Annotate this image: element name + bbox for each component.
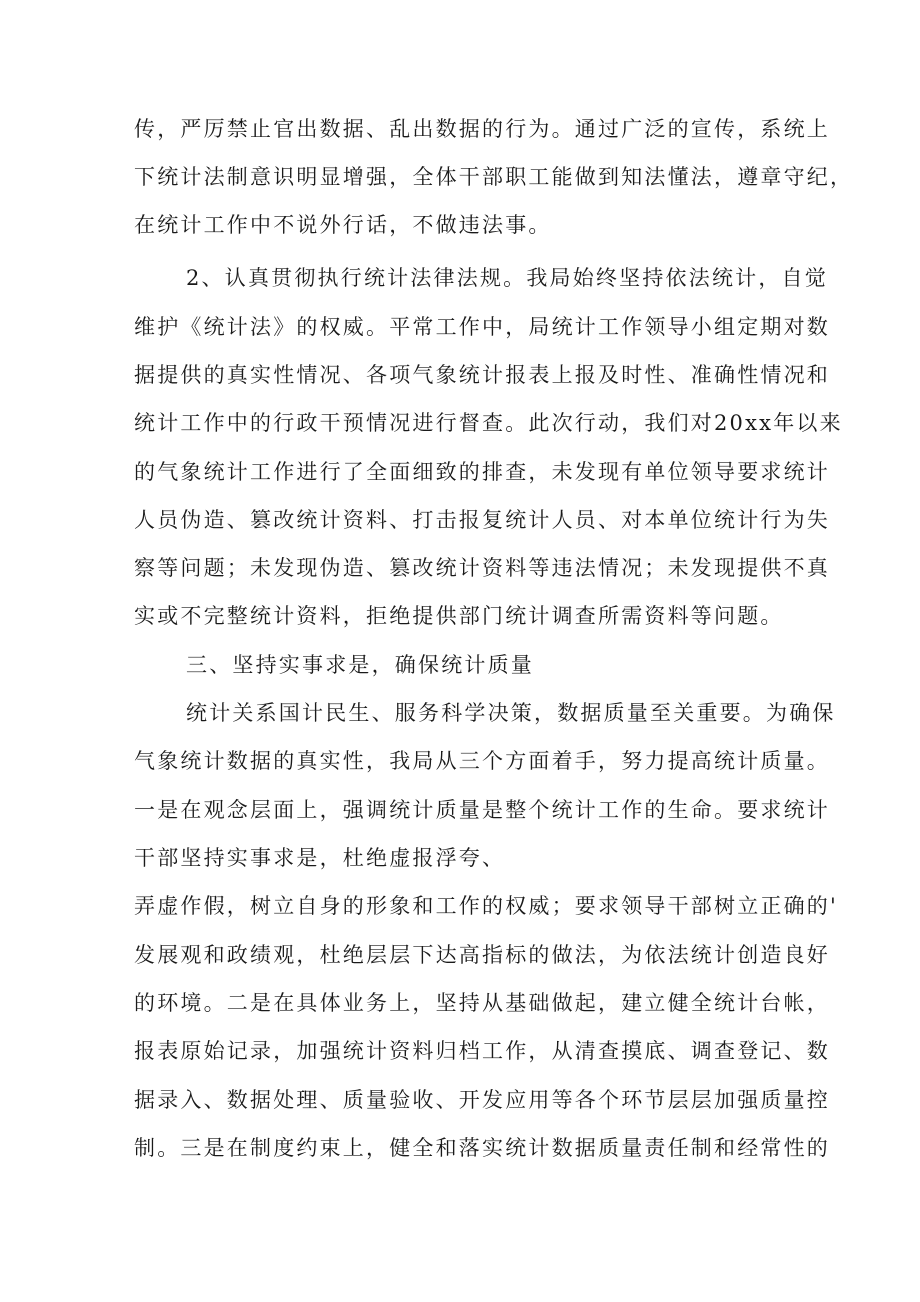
paragraph-line: 报表原始记录，加强统计资料归档工作，从清查摸底、调查登记、数 — [134, 1039, 830, 1063]
paragraph-line: 据录入、数据处理、质量验收、开发应用等各个环节层层加强质量控 — [134, 1088, 830, 1112]
paragraph-line: 气象统计数据的真实性，我局从三个方面着手，努力提高统计质量。 — [134, 749, 830, 773]
paragraph-line: 干部坚持实事求是，杜绝虚报浮夸、 — [134, 846, 506, 870]
paragraph-line: 弄虚作假，树立自身的形象和工作的权威；要求领导干部树立正确的' — [134, 894, 838, 918]
paragraph-line: 统计关系国计民生、服务科学决策，数据质量至关重要。为确保 — [186, 701, 836, 725]
paragraph-line: 的环境。二是在具体业务上，坚持从基础做起，建立健全统计台帐， — [134, 991, 830, 1015]
paragraph-line: 制。三是在制度约束上，健全和落实统计数据质量责任制和经常性的 — [134, 1136, 830, 1160]
paragraph-line: 发展观和政绩观，杜绝层层下达高指标的做法，为依法统计创造良好 — [134, 943, 830, 967]
paragraph-line: 统计工作中的行政干预情况进行督查。此次行动，我们对20xx年以来 — [134, 411, 843, 435]
section-heading: 三、坚持实事求是，确保统计质量 — [186, 653, 534, 677]
paragraph-line: 实或不完整统计资料，拒绝提供部门统计调查所需资料等问题。 — [134, 604, 784, 628]
paragraph-line: 察等问题；未发现伪造、篡改统计资料等违法情况；未发现提供不真 — [134, 556, 830, 580]
paragraph-line: 在统计工作中不说外行话，不做违法事。 — [134, 213, 552, 237]
paragraph-line: 2、认真贯彻执行统计法律法规。我局始终坚持依法统计，自觉 — [186, 266, 828, 290]
paragraph-line: 维护《统计法》的权威。平常工作中，局统计工作领导小组定期对数 — [134, 315, 830, 339]
paragraph-line: 一是在观念层面上，强调统计质量是整个统计工作的生命。要求统计 — [134, 798, 830, 822]
paragraph-line: 下统计法制意识明显增强，全体干部职工能做到知法懂法，遵章守纪， — [134, 165, 854, 189]
paragraph-line: 据提供的真实性情况、各项气象统计报表上报及时性、准确性情况和 — [134, 363, 830, 387]
paragraph-line: 传，严厉禁止官出数据、乱出数据的行为。通过广泛的宣传，系统上 — [134, 117, 830, 141]
paragraph-line: 人员伪造、篡改统计资料、打击报复统计人员、对本单位统计行为失 — [134, 508, 830, 532]
paragraph-line: 的气象统计工作进行了全面细致的排查，未发现有单位领导要求统计 — [134, 460, 830, 484]
